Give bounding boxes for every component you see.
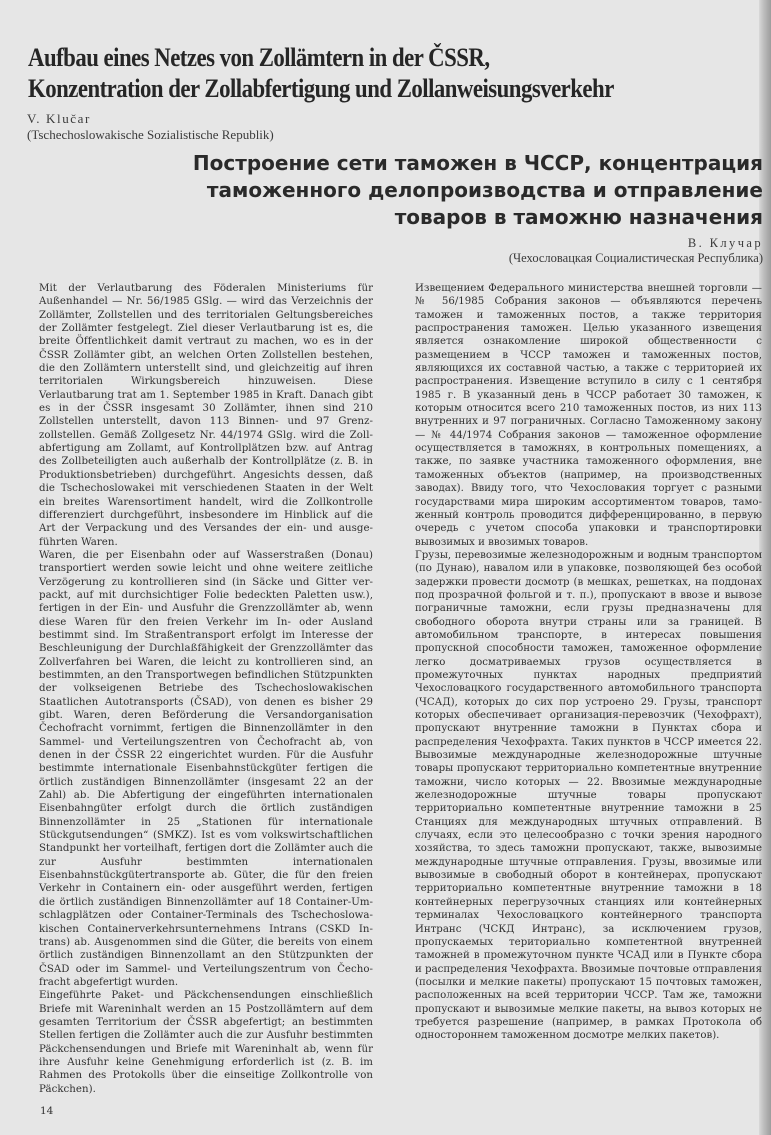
page-number: 14 — [40, 1105, 54, 1117]
german-title-line-2: Konzentration der Zollabfertigung und Zollanweisungsverkehr — [28, 73, 614, 103]
german-affiliation: (Tschechoslowakische Sozialistische Republik) — [27, 127, 274, 142]
german-paragraph: Eingeführte Paket- und Päckchensendungen einschließlich Briefe mit Wareninhalt werden an 15 Postzollämtern auf dem gesamten Territorium der ČSSR abgefertigt; an bestimmten Stellen fertigen die Zollämter auch die zur Ausfuhr bestimmten Päckchensendungen und Briefe mit Wareninhalt ab, wenn für ihre Ausfuhr keine Genehmigung erforderlich ist (z. B. im Rahmen des Protokolls über die einseitige Zollkontrolle von Päckchen). — [39, 990, 373, 1095]
russian-text-column — [415, 282, 762, 1043]
russian-affiliation: (Чехословацкая Социалистическая Республика) — [508, 251, 763, 265]
russian-author: В. Клучар — [687, 236, 763, 250]
german-paragraph: Mit der Verlautbarung des Föderalen Ministeriums für Außenhandel — Nr. 56/1985 GSlg. — wird das Verzeichnis der Zollämter, Zollstellen und des territorialen Geltungsbereiches der Zollämter festgelegt. Ziel dieser Verlautbarung ist es, die breite Öffentlichkeit damit vertraut zu machen, wo es in der ČSSR Zollämter gibt, an welchen Orten Zollstellen bestehen, die den Zollämtern unterstellt sind, und gleichzeitig auf ihren territorialen Wirkungsbereich hinzuweisen. Diese Verlautbarung trat am 1. September 1985 in Kraft. Danach gibt es in der ČSSR insgesamt 30 Zollämter, ihnen sind 210 Zollstellen unterstellt, davon 113 Binnen- und 97 Grenzzollstellen. Gemäß Zollgesetz Nr. 44/1974 GSlg. wird die Zollabfertigung am Zollamt, auf Kontrollplätzen bzw. auf Antrag des Zollbeteiligten auch außerhalb der Kontrollplätze (z. B. in Produktionsbetrieben) durchgeführt. Angesichts dessen, daß die Tschechoslowakei mit verschiedenen Staaten in der Welt ein breites Warensortiment handelt, wird die Zollkontrolle differenziert durchgeführt, insbesondere im Hinblick auf die Art der Verpackung und des Versandes der ein- und ausgeführten Waren. — [39, 283, 373, 548]
german-paragraph: Waren, die per Eisenbahn oder auf Wasserstraßen (Donau) transportiert werden sowie leicht und ohne weitere zeitliche Verzögerung zu kontrollieren sind (in Säcke und Gitter verpackt, auf mit durchsichtiger Folie bedeckten Paletten usw.), fertigen in der Ein- und Ausfuhr die Grenzzollämter ab, wenn diese Waren für den freien Verkehr im In- oder Ausland bestimmt sind. Im Straßentransport erfolgt im Interesse der Beschleunigung der Durchlaßfähigkeit der Grenzzollämter das Zollverfahren bei Waren, die leicht zu kontrollieren sind, an bestimmten, an den Transportwegen befindlichen Stützpunkten der volkseigenen Betriebe des Tschechoslowakischen Staatlichen Autotransports (ČSAD), von denen es bisher 29 gibt. Waren, deren Beförderung die Versandorganisation Čechofracht vornimmt, fertigen die Binnenzollämter in den Sammel- und Verteilungszentren von Čechofracht ab, von denen in der ČSSR 22 eingerichtet wurden. Für die Ausfuhr bestimmte internationale Eisenbahnstückgüter fertigen die örtlich zuständigen Binnenzollämter (insgesamt 22 an der Zahl) ab. Die Abfertigung der eingeführten internationalen Eisenbahngüter erfolgt durch die örtlich zuständigen Binnenzollämter in 25 „Stationen für internationale Stückgutsendungen“ (SMKZ). Ist es vom volkswirtschaftlichen Standpunkt her vorteilhaft, fertigen dort die Zollämter auch die zur Ausfuhr bestimmten internationalen Eisenbahnstückgütertransporte ab. Güter, die für den freien Verkehr in Containern ein- oder ausgeführt werden, fertigen die örtlich zuständigen Binnenzollämter auf 18 Container-Umschlagplätzen oder Container-Terminals des Tschechoslowakischen Containerverkehrsunternehmens Intrans (CSKD Intrans) ab. Ausgenommen sind die Güter, die bereits von einem örtlich zuständigen Binnenzollamt an den Stützpunkten der ČSAD oder im Sammel- und Verteilungszentrum von Čechofracht abgefertigt wurden. — [39, 549, 373, 988]
german-text-column — [39, 282, 373, 1096]
russian-title: Построение сети таможен в ЧССР, концентрация таможенного делопроизводства и отправление товаров в таможню назначения — [192, 151, 763, 229]
russian-byline — [509, 236, 763, 266]
german-title-line-1: Aufbau eines Netzes von Zollämtern in der ČSSR, — [28, 42, 490, 72]
german-byline — [27, 111, 274, 143]
russian-paragraph: Извещением Федерального министерства внешней торговли — № 56/1985 Собрания законов — объявляются перечень таможен и таможенных постов, а также территория распространения таможен. Целью указанного извещения является ознакомление широкой общественности с размещением в ЧССР таможен и таможенных постов, являющихся их составной частью, а также с территорией их распространения. Извещение вступило в силу с 1 сентября 1985 г. В указанный день в ЧССР работает 30 таможен, к которым относится всего 210 таможенных постов, из них 113 внутренних и 97 пограничных. Согласно Таможенному закону — № 44/1974 Собрания законов — таможенное оформление осуществляется в таможнях, в контрольных помещениях, а также, по заявке участника таможенного оформления, вне таможенных объектов (например, на производственных заводах). Ввиду того, что Чехословакия торгует с разными государствами мира широким ассортиментом товаров, таможенный контроль проводится дифференцированно, в первую очередь с учетом способа упаковки и транспортировки вывозимых и ввозимых товаров. — [415, 283, 762, 548]
german-title — [28, 42, 664, 104]
german-author: V. Klučar — [27, 111, 91, 126]
russian-paragraph: Грузы, перевозимые железнодорожным и водным транспортом (по Дунаю), навалом или в упаковке, позволяющей без особой задержки провести досмотр (в мешках, решетках, на поддонах под прозрачной фольгой и т. п.), пропускают в ввозе и вывозе пограничные таможни, если грузы предназначены для свободного оборота внутри страны или за границей. В автомобильном транспорте, в интересах повышения пропускной способности таможен, таможенное оформление легко досматриваемых грузов осуществляется в промежуточных пунктах народных предприятий Чехословацкого государственного автомобильного транспорта (ЧСАД), которых до сих пор устроено 29. Грузы, транспорт которых обеспечивает организация-перевозчик (Чехофрахт), пропускают внутренние таможни в Пунктах сбора и распределения Чехофрахта. Таких пунктов в ЧССР имеется 22. Вывозимые международные железнодорожные штучные товары пропускают территориально компетентные внутренние таможни, число которых — 22. Ввозимые международные железнодорожные штучные товары пропускают территориально компетентные внутренние таможни в 25 Станциях для международных штучных отправлений. В случаях, если это целесообразно с точки зрения народного хозяйства, то здесь таможни пропускают, также, вывозимые международные штучные отправления. Грузы, ввозимые или вывозимые в свободный оборот в контейнерах, пропускают территориально компетентные внутренние таможни в 18 контейнерных перегрузочных станциях или контейнерных терминалах Чехословацкого контейнерного транспорта Интранс (ЧСКД Интранс), за исключением грузов, пропускаемых териториально компетентной внутренней таможней в промежуточном пункте ЧСАД или в Пункте сбора и распределения Чехофрахта. Ввозимые почтовые отправления (посылки и мелкие пакеты) пропускают 15 почтовых таможен, расположенных на всей территории ЧССР. Там же, таможни пропускают и вывозимые мелкие пакеты, на вывоз которых не требуется разрешение (например, в рамках Протокола об одностороннем таможенном досмотре мелких пакетов). — [415, 549, 762, 1042]
